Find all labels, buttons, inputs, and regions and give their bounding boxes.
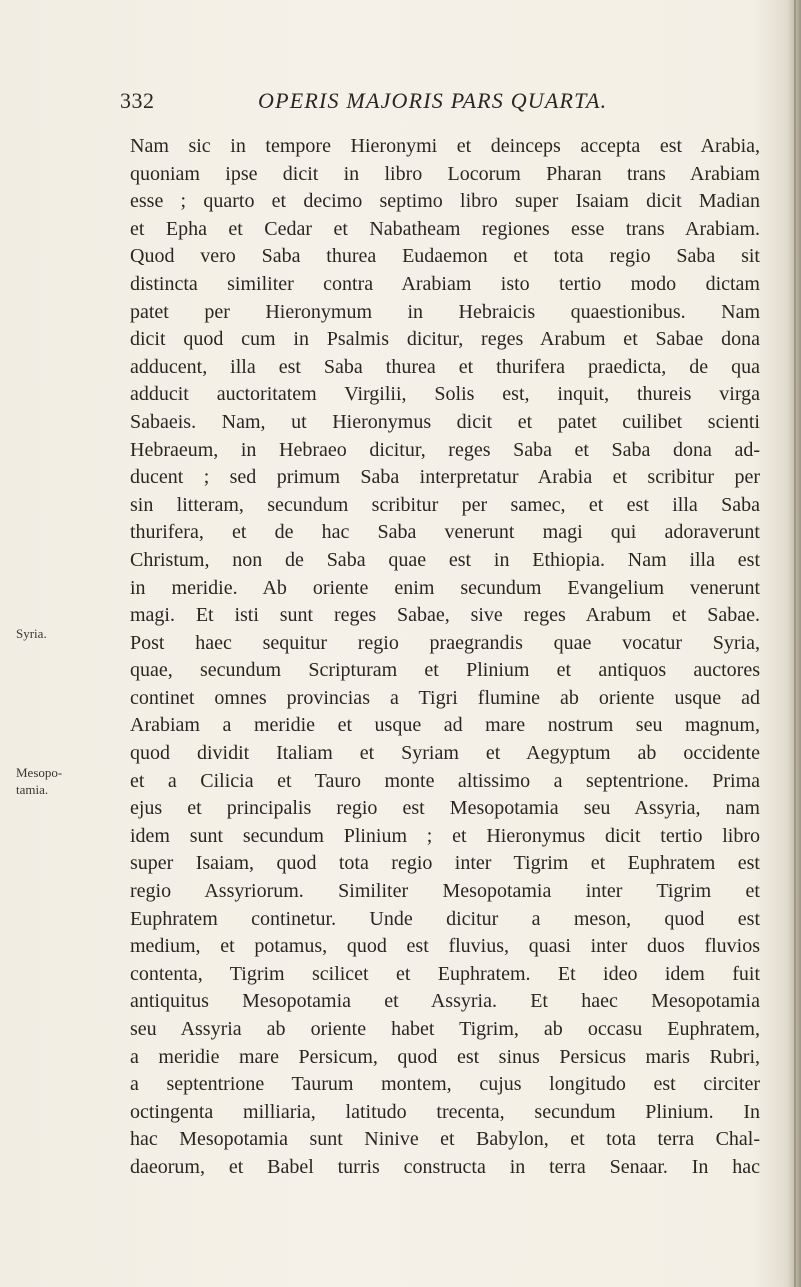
sidenote-syria-text: Syria. [16,626,47,641]
text-line: in meridie. Ab oriente enim secundum Evangelium venerunt [130,576,760,599]
text-line: ducent ; sed primum Saba interpretatur Arabia et scribitur per [130,466,760,489]
text-line: Sabaeis. Nam, ut Hieronymus dicit et patet cuilibet scienti [130,410,760,433]
text-line: et a Cilicia et Tauro monte altissimo a septentrione. Prima [130,769,760,792]
text-line: a septentrione Taurum montem, cujus longitudo est circiter [130,1073,760,1096]
text-line: Christum, non de Saba quae est in Ethiopia. Nam illa est [130,548,760,571]
text-line: super Isaiam, quod tota regio inter Tigrim et Euphratem est [130,852,760,875]
text-line: et Epha et Cedar et Nabatheam regiones esse trans Arabiam. [130,217,760,240]
page-edge-line [794,0,796,1287]
text-line: medium, et potamus, quod est fluvius, quasi inter duos fluvios [130,935,760,958]
text-line: octingenta milliaria, latitudo trecenta, secundum Plinium. In [130,1100,760,1123]
text-line: seu Assyria ab oriente habet Tigrim, ab occasu Euphratem, [130,1018,760,1040]
running-title: OPERIS MAJORIS PARS QUARTA. [258,88,608,113]
text-line: esse ; quarto et decimo septimo libro super Isaiam dicit Madian [130,190,760,213]
text-line: contenta, Tigrim scilicet et Euphratem. Et ideo idem fuit [130,962,760,985]
text-line: patet per Hieronymum in Hebraicis quaestionibus. Nam [130,300,760,323]
sidenote-syria [16,625,106,642]
text-line: Nam sic in tempore Hieronymi et deinceps accepta est Arabia, [130,135,760,157]
text-line: Euphratem continetur. Unde dicitur a meson, quod est [130,907,760,930]
text-line: quoniam ipse dicit in libro Locorum Pharan trans Arabiam [130,162,760,185]
sidenote-mesopotamia-line-2: tamia. [16,782,49,797]
text-line: Arabiam a meridie et usque ad mare nostrum seu magnum, [130,714,760,737]
text-line: sin litteram, secundum scribitur per samec, et est illa Saba [130,493,760,516]
text-line: adducent, illa est Saba thurea et thurifera praedicta, de qua [130,355,760,378]
text-line: continet omnes provincias a Tigri flumine ab oriente usque ad [130,686,760,709]
text-line: quae, secundum Scripturam et Plinium et antiquos auctores [130,659,760,682]
text-line: hac Mesopotamia sunt Ninive et Babylon, et tota terra Chal- [130,1128,760,1151]
text-line: daeorum, et Babel turris constructa in terra Senaar. In hac [130,1155,760,1178]
text-line: adducit auctoritatem Virgilii, Solis est, inquit, thureis virga [130,383,760,406]
sidenote-mesopotamia-line-1: Mesopo- [16,765,63,780]
text-line: a meridie mare Persicum, quod est sinus Persicus maris Rubri, [130,1045,760,1068]
text-line: dicit quod cum in Psalmis dicitur, reges Arabum et Sabae dona [130,328,760,351]
page-number: 332 [120,88,155,113]
text-line: idem sunt secundum Plinium ; et Hieronymus dicit tertio libro [130,824,760,847]
text-line: Quod vero Saba thurea Eudaemon et tota regio Saba sit [130,245,760,268]
text-line: thurifera, et de hac Saba venerunt magi qui adoraverunt [130,521,760,544]
text-line: regio Assyriorum. Similiter Mesopotamia inter Tigrim et [130,880,760,903]
text-line: quod dividit Italiam et Syriam et Aegyptum ab occidente [130,742,760,765]
text-line: antiquitus Mesopotamia et Assyria. Et haec Mesopotamia [130,990,760,1013]
body-text [130,133,760,1182]
text-line: magi. Et isti sunt reges Sabae, sive reges Arabum et Sabae. [130,604,760,627]
page-header [120,88,760,128]
sidenote-mesopotamia [16,764,106,798]
text-line: distincta similiter contra Arabiam isto tertio modo dictam [130,272,760,295]
text-line: ejus et principalis regio est Mesopotamia seu Assyria, nam [130,797,760,820]
text-line: Post haec sequitur regio praegrandis quae vocatur Syria, [130,631,760,654]
text-line: Hebraeum, in Hebraeo dicitur, reges Saba et Saba dona ad- [130,438,760,461]
